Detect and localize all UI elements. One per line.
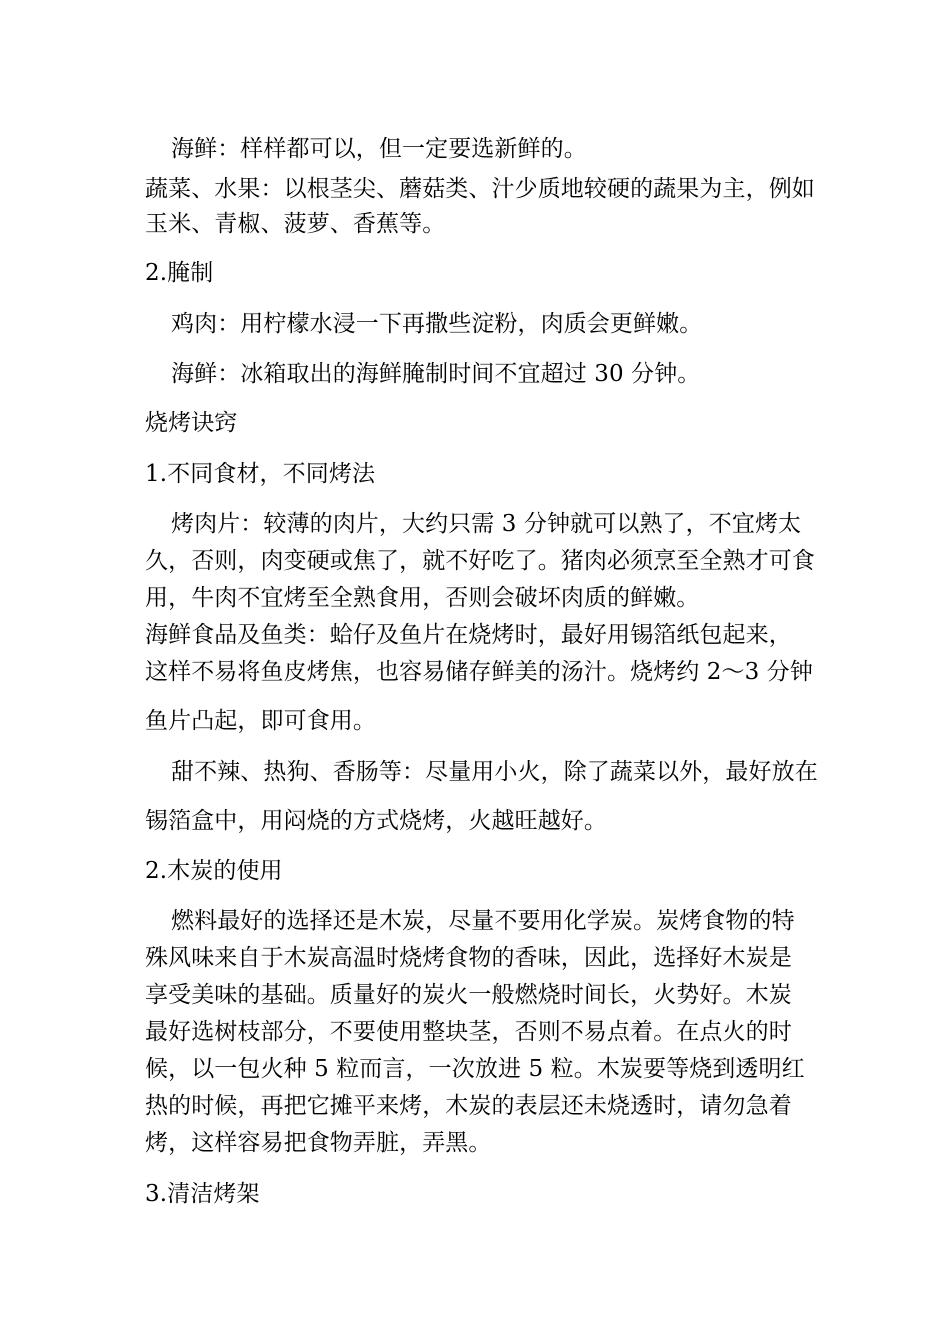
paragraph-vegetables-line-2: 玉米、青椒、菠萝、香蕉等。 bbox=[145, 211, 446, 237]
paragraph-fish-line-2: 这样不易将鱼皮烤焦，也容易储存鲜美的汤汁。烧烤约 2～3 分钟 bbox=[145, 659, 813, 685]
paragraph-charcoal-line-5: 候，以一包火种 5 粒而言，一次放进 5 粒。木炭要等烧到透明红 bbox=[145, 1056, 805, 1082]
heading-marinate: 2.腌制 bbox=[145, 260, 214, 286]
paragraph-meat-slices-line-3: 用，牛肉不宜烤至全熟食用，否则会破坏肉质的鲜嫩。 bbox=[145, 585, 700, 611]
paragraph-seafood-marinate: 海鲜：冰箱取出的海鲜腌制时间不宜超过 30 分钟。 bbox=[171, 361, 701, 387]
paragraph-charcoal-line-7: 烤，这样容易把食物弄脏，弄黑。 bbox=[145, 1130, 492, 1156]
paragraph-vegetables-line-1: 蔬菜、水果：以根茎尖、蘑菇类、汁少质地较硬的蔬果为主，例如 bbox=[145, 176, 815, 202]
paragraph-charcoal-line-3: 享受美味的基础。质量好的炭火一般燃烧时间长，火势好。木炭 bbox=[145, 982, 792, 1008]
paragraph-sausage-line-1: 甜不辣、热狗、香肠等：尽量用小火，除了蔬菜以外，最好放在 bbox=[171, 759, 818, 785]
paragraph-seafood-selection: 海鲜：样样都可以，但一定要选新鲜的。 bbox=[171, 136, 587, 162]
paragraph-charcoal-line-1: 燃料最好的选择还是木炭，尽量不要用化学炭。炭烤食物的特 bbox=[171, 908, 795, 934]
heading-different-ingredients: 1.不同食材，不同烤法 bbox=[145, 461, 376, 487]
paragraph-charcoal-line-2: 殊风味来自于木炭高温时烧烤食物的香味，因此，选择好木炭是 bbox=[145, 945, 792, 971]
heading-charcoal: 2.木炭的使用 bbox=[145, 858, 283, 884]
paragraph-sausage-line-2: 锡箔盒中，用闷烧的方式烧烤，火越旺越好。 bbox=[145, 808, 607, 834]
paragraph-chicken: 鸡肉：用柠檬水浸一下再撒些淀粉，肉质会更鲜嫩。 bbox=[171, 311, 703, 337]
paragraph-meat-slices-line-1: 烤肉片：较薄的肉片，大约只需 3 分钟就可以熟了，不宜烤太 bbox=[171, 511, 802, 537]
paragraph-charcoal-line-4: 最好选树枝部分，不要使用整块茎，否则不易点着。在点火的时 bbox=[145, 1019, 792, 1045]
paragraph-meat-slices-line-2: 久，否则，肉变硬或焦了，就不好吃了。猪肉必须烹至全熟才可食 bbox=[145, 548, 815, 574]
paragraph-fish-line-3: 鱼片凸起，即可食用。 bbox=[145, 708, 376, 734]
heading-bbq-tips: 烧烤诀窍 bbox=[145, 410, 238, 436]
heading-clean-grill: 3.清洁烤架 bbox=[145, 1181, 260, 1207]
paragraph-charcoal-line-6: 热的时候，再把它摊平来烤，木炭的表层还未烧透时，请勿急着 bbox=[145, 1093, 792, 1119]
paragraph-fish-line-1: 海鲜食品及鱼类：蛤仔及鱼片在烧烤时，最好用锡箔纸包起来， bbox=[145, 622, 792, 648]
